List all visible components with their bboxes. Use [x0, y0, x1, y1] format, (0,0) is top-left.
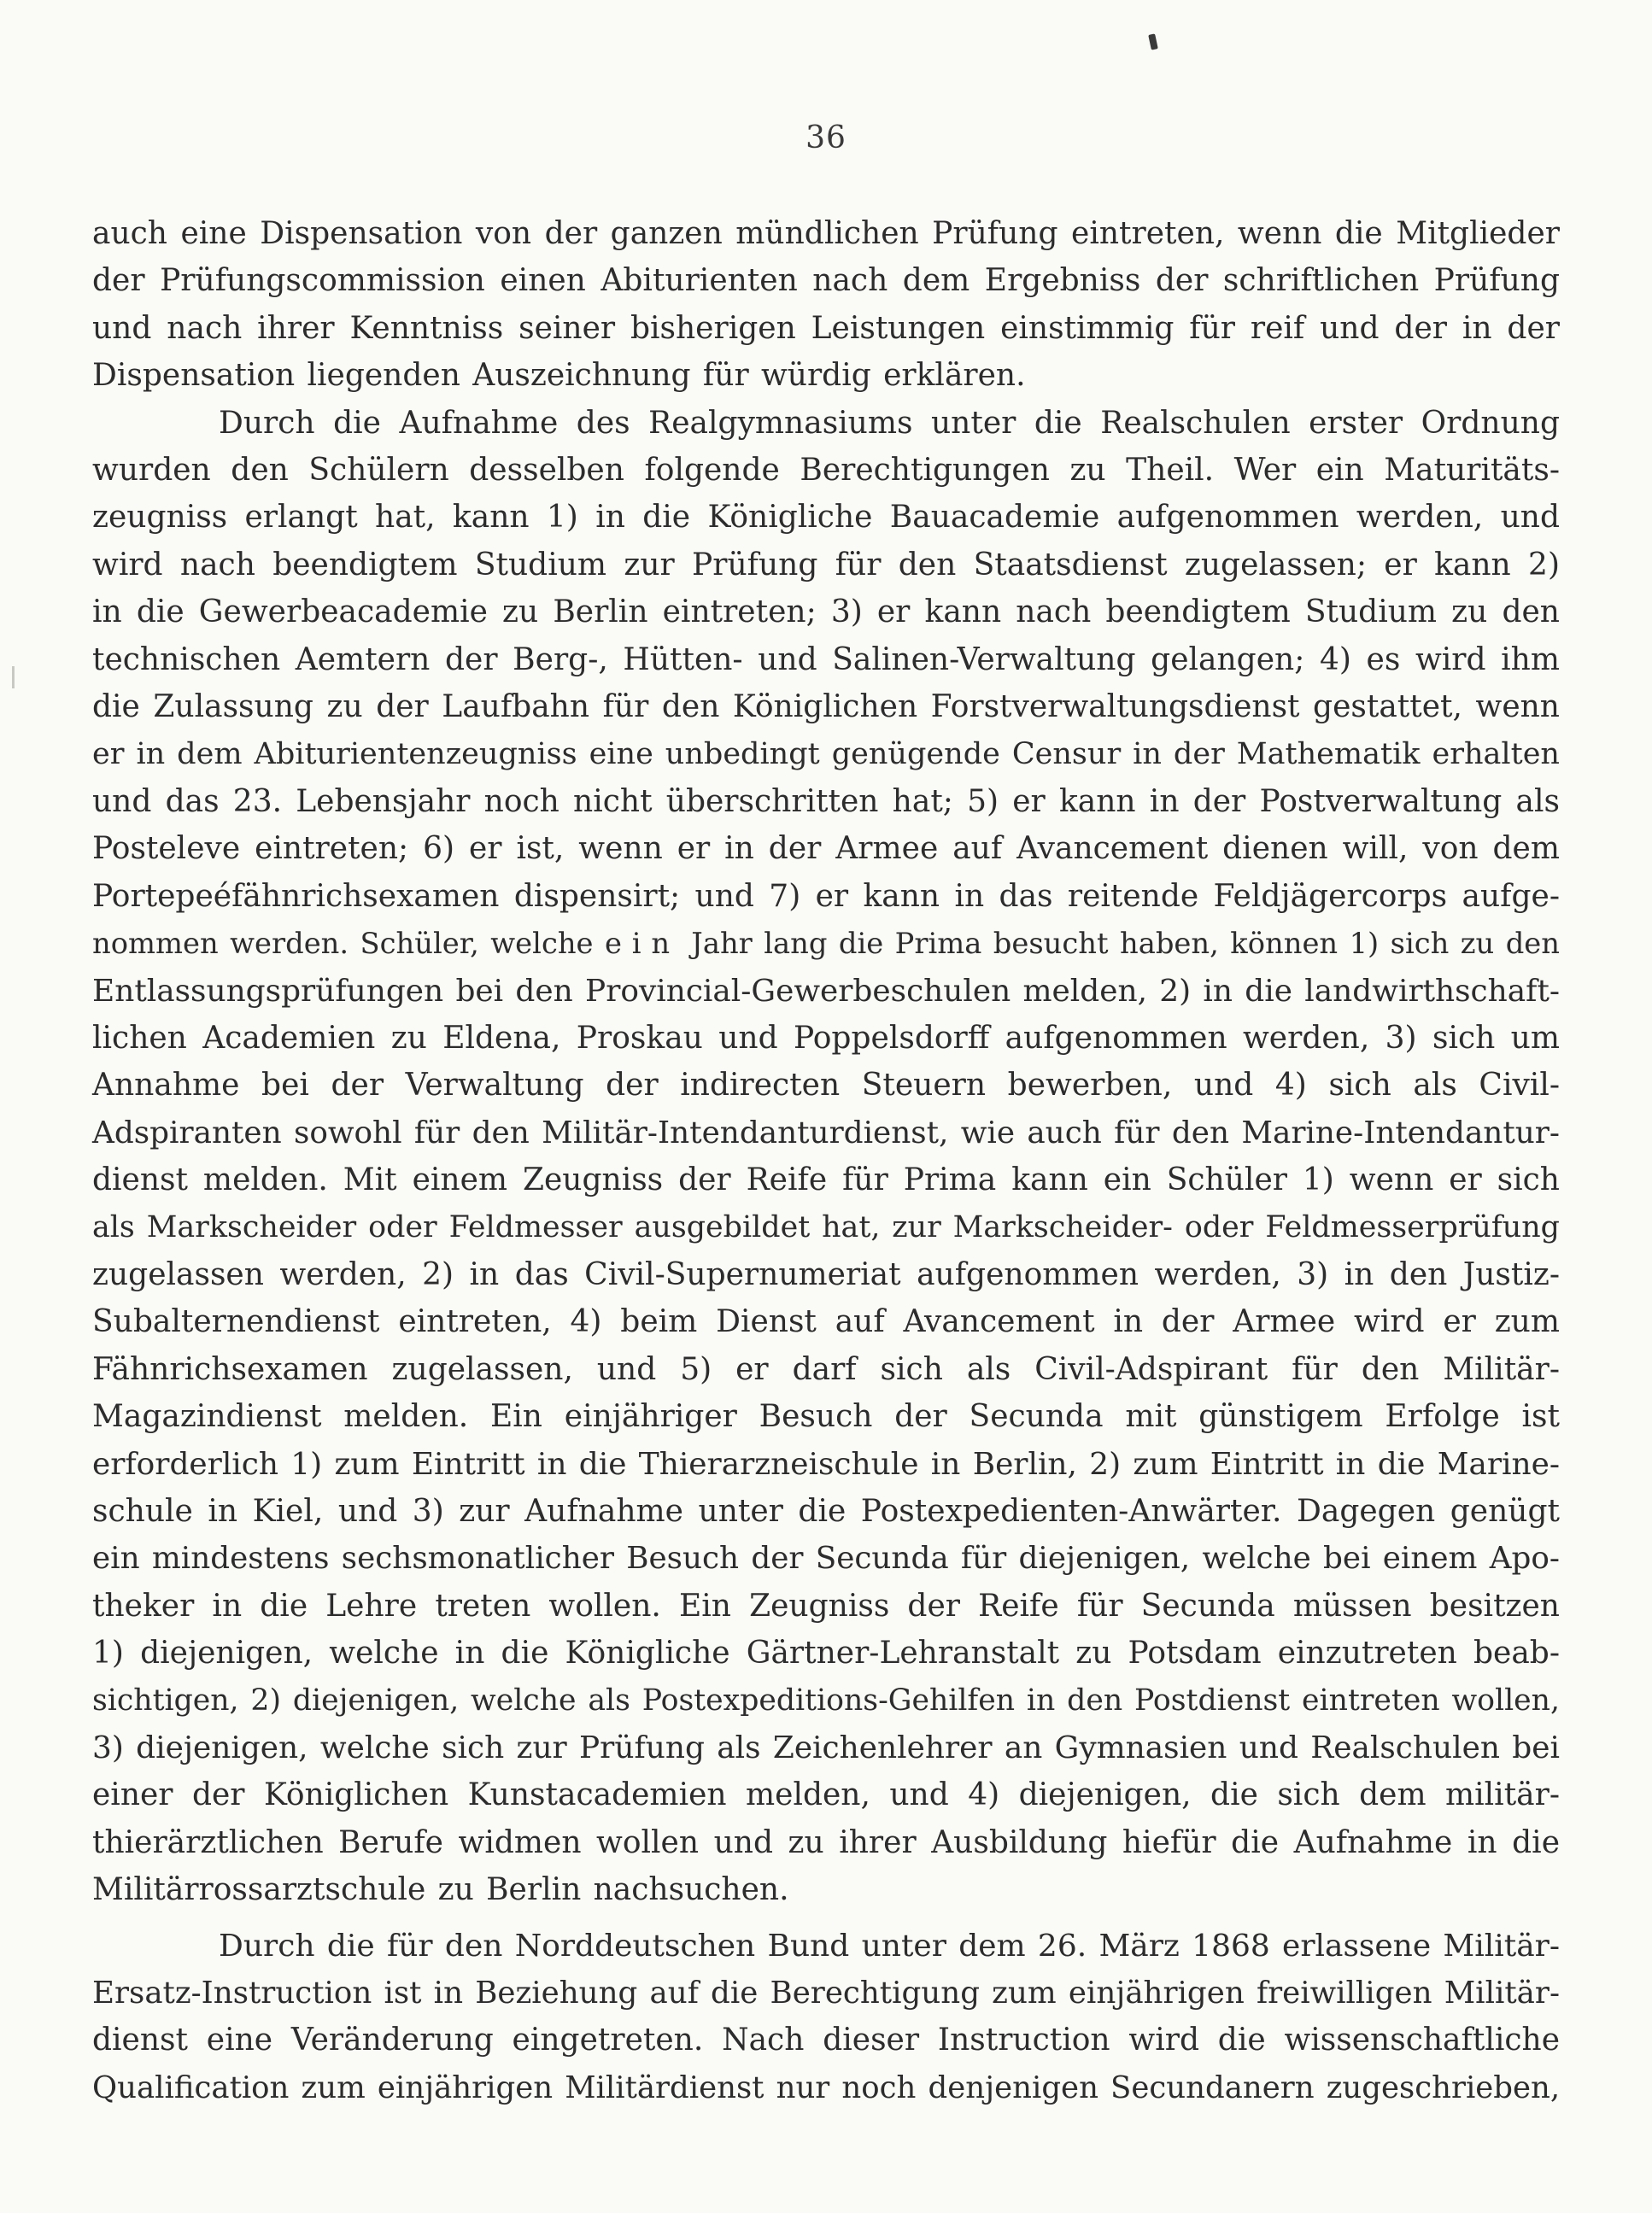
text-line: Annahme bei der Verwaltung der indirecten Steuern bewerben, und 4) sich als Civil-	[92, 1068, 1560, 1104]
text-line: ein mindestens sechsmonatlicher Besuch der Secunda für diejenigen, welche bei einem Apo-	[92, 1541, 1560, 1577]
text-line: Militärrossarztschule zu Berlin nachsuchen.	[92, 1872, 789, 1908]
text-line: der Prüfungscommission einen Abiturienten nach dem Ergebniss der schriftlichen Prüfung	[92, 263, 1560, 299]
text-line: zeugniss erlangt hat, kann 1) in die Königliche Bauacademie aufgenommen werden, und	[92, 500, 1560, 536]
text-line: und das 23. Lebensjahr noch nicht überschritten hat; 5) er kann in der Postverwaltung als	[92, 783, 1560, 819]
text-line: in die Gewerbeacademie zu Berlin eintreten; 3) er kann nach beendigtem Studium zu den	[92, 594, 1560, 630]
text-line: Dispensation liegenden Auszeichnung für würdig erklären.	[92, 358, 1026, 394]
text-line: Subalternendienst eintreten, 4) beim Dienst auf Avancement in der Armee wird er zum	[92, 1304, 1560, 1340]
text-line: Adspiranten sowohl für den Militär-Intendanturdienst, wie auch für den Marine-Intendantur-	[92, 1115, 1560, 1150]
text-line: Portepeéfähnrichsexamen dispensirt; und 7) er kann in das reitende Feldjägercorps aufge-	[92, 878, 1560, 914]
text-line-spaced: nommen werden. Schüler, welche ein Jahr lang die Prima besucht haben, können 1) sich zu den	[92, 927, 1560, 961]
text-line: als Markscheider oder Feldmesser ausgebildet hat, zur Markscheider- oder Feldmesserprüfung	[92, 1209, 1560, 1244]
text-line: lichen Academien zu Eldena, Proskau und Poppelsdorff aufgenommen werden, 3) sich um	[92, 1020, 1560, 1056]
text-line: 3) diejenigen, welche sich zur Prüfung als Zeichenlehrer an Gymnasien und Realschulen bei	[92, 1730, 1560, 1765]
text-line: thierärztlichen Berufe widmen wollen und zu ihrer Ausbildung hiefür die Aufnahme in die	[92, 1824, 1560, 1860]
text-line: Fähnrichsexamen zugelassen, und 5) er darf sich als Civil-Adspirant für den Militär-	[92, 1351, 1560, 1387]
page-number: 36	[805, 120, 847, 155]
text-line: technischen Aemtern der Berg-, Hütten- und Salinen-Verwaltung gelangen; 4) es wird ihm	[92, 641, 1560, 677]
text-line: Entlassungsprüfungen bei den Provincial-Gewerbeschulen melden, 2) in die landwirthschaft-	[92, 973, 1560, 1009]
text-line: schule in Kiel, und 3) zur Aufnahme unter die Postexpedienten-Anwärter. Dagegen genügt	[92, 1493, 1560, 1529]
text-line: theker in die Lehre treten wollen. Ein Zeugniss der Reife für Secunda müssen besitzen	[92, 1588, 1560, 1624]
text-line: Magazindienst melden. Ein einjähriger Besuch der Secunda mit günstigem Erfolge ist	[92, 1399, 1560, 1435]
body-text	[92, 210, 1560, 2111]
text-line: einer der Königlichen Kunstacademien melden, und 4) diejenigen, die sich dem militär-	[92, 1777, 1560, 1813]
text-line: 1) diejenigen, welche in die Königliche Gärtner-Lehranstalt zu Potsdam einzutreten beab-	[92, 1636, 1560, 1671]
text-line: die Zulassung zu der Laufbahn für den Königlichen Forstverwaltungsdienst gestattet, wenn	[92, 689, 1560, 725]
text-line: sichtigen, 2) diejenigen, welche als Postexpeditions-Gehilfen in den Postdienst eintreten wollen,	[92, 1683, 1560, 1718]
text-line: Qualification zum einjährigen Militärdienst nur noch denjenigen Secundanern zugeschrieben,	[92, 2070, 1561, 2105]
ink-speck	[1148, 33, 1158, 50]
text-line: und nach ihrer Kenntniss seiner bisherigen Leistungen einstimmig für reif und der in der	[92, 310, 1560, 346]
text-line: er in dem Abiturientenzeugniss eine unbedingt genügende Censur in der Mathematik erhalten	[92, 736, 1560, 772]
text-line: wird nach beendigtem Studium zur Prüfung für den Staatsdienst zugelassen; er kann 2)	[92, 547, 1560, 583]
text-line: zugelassen werden, 2) in das Civil-Supernumeriat aufgenommen werden, 3) in den Justiz-	[92, 1256, 1560, 1292]
text-line: erforderlich 1) zum Eintritt in die Thierarzneischule in Berlin, 2) zum Eintritt in die Marine-	[92, 1446, 1560, 1482]
text-line: Durch die für den Norddeutschen Bund unter dem 26. März 1868 erlassene Militär-	[219, 1928, 1561, 1964]
text-line: wurden den Schülern desselben folgende Berechtigungen zu Theil. Wer ein Maturitäts-	[92, 453, 1560, 489]
text-line: auch eine Dispensation von der ganzen mündlichen Prüfung eintreten, wenn die Mitglieder	[92, 216, 1560, 251]
text-line: dienst melden. Mit einem Zeugniss der Reife für Prima kann ein Schüler 1) wenn er sich	[92, 1162, 1560, 1198]
paragraph-3	[92, 1923, 1560, 2112]
text-line: dienst eine Veränderung eingetreten. Nach dieser Instruction wird die wissenschaftliche	[92, 2023, 1560, 2058]
paragraph-2	[92, 400, 1560, 1914]
paragraph-1	[92, 210, 1560, 400]
text-line: Ersatz-Instruction ist in Beziehung auf die Berechtigung zum einjährigen freiwilligen Militär-	[92, 1976, 1560, 2011]
margin-mark	[12, 666, 15, 688]
spaced-word: ein	[604, 927, 680, 961]
text-line: Posteleve eintreten; 6) er ist, wenn er in der Armee auf Avancement dienen will, von dem	[92, 831, 1560, 867]
text-line: Durch die Aufnahme des Realgymnasiums unter die Realschulen erster Ordnung	[219, 405, 1560, 441]
